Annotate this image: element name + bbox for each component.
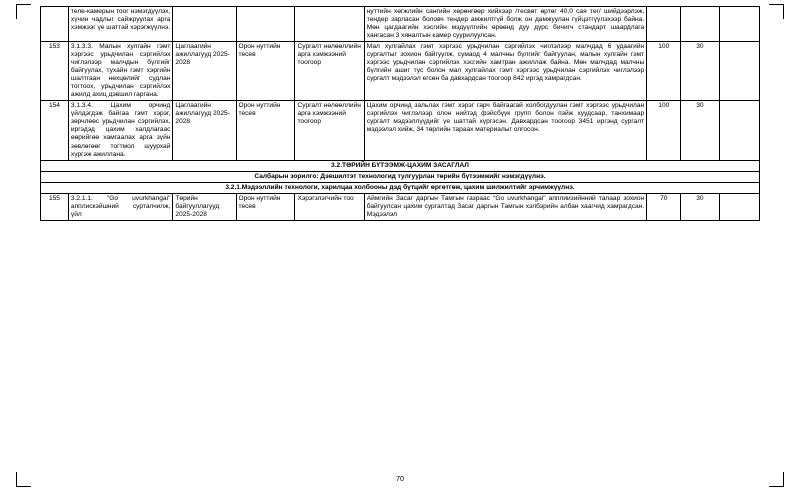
timeline-cell: Төрийн байгууллагууд 2025-2028 (173, 193, 236, 220)
measure-description: теле-камерын тоог нэмэгдүүлэх, хүчин чадлыг сайжруулах арга хэмжээг үе шаттай хэрэгжүүлнэ. (68, 7, 172, 42)
row-number (41, 7, 69, 42)
percent-cell: 100 (647, 101, 681, 160)
score-cell: 30 (681, 42, 719, 101)
progress-cell: Аймгийн Засаг даргын Тамгын газраас "Go uvurkhangai" апплиизийнний талаар зохион байгуулсан цахим сургалтад Засаг даргын Тамгын хэлбэрийн албан хаагчид хамрагдсан. Мэдээлэл (364, 193, 646, 220)
measure-description: 3.1.3.4. Цахим орчинд үйлдэгдэж байгаа гэмт хэрэг, зөрчлөөс урьдчилан сэргийлэх, иргэдэд цахим халдлагаас өөрийгөө хамгаалах арга зүйн зөвлөгөөг тогтмол шуурхай хүргэж ажиллана. (68, 101, 172, 160)
funding-cell: Орон нуттийн тесев (236, 193, 295, 220)
timeline-cell: Цаглаагийн ажиллагууд 2025-2028 (173, 42, 236, 101)
section-goal (41, 171, 760, 182)
table-row (41, 101, 760, 160)
table-row (41, 193, 760, 220)
row-number: 154 (41, 101, 69, 160)
indicator-cell: Хэрэгзлэгчийн тоо (295, 193, 364, 220)
note-cell (719, 42, 759, 101)
table-row (41, 7, 760, 42)
subsection-title: 3.2.1.Мэдээллийн технологи, харилцаа холбооны дэд бүтцийг өргөтгөж, цахим шилжилтийг эрчимжүүлнэ. (41, 182, 760, 193)
funding-cell: Орон нуттийн тесев (236, 42, 295, 101)
progress-cell: Мал хулгайлах гэмт хэргээс урьдчилан сэргийлэх чиглэлээр малчдад 6 удаагийн сургалтыг зохион байгуулж, сумаод 4 малчны бүлгийг байгуулан, малын хулгайн гэмт хэргээс урьдчилан сэргийлэх хэсгийн хамтран ажиллаж байна. Мөн малчдад малчны бүлгийн ашиг тус болон мал хулгайлах гэмт хэргээс урьдчилан сэргийлэх чиглэлээр сургалт мэдээлэл егсөн ба давхардсан тоогоор 842 иргэд хамрагдсан. (364, 42, 646, 101)
row-number: 155 (41, 193, 69, 220)
report-table (40, 6, 760, 221)
score-cell (681, 7, 719, 42)
percent-cell (647, 7, 681, 42)
timeline-cell (173, 7, 236, 42)
section-title-row (41, 160, 760, 171)
measure-description: 3.2.1.1. "Go uvurkhangai" апплискэйшний сурталчилж, үйл (68, 193, 172, 220)
section-goal-row (41, 171, 760, 182)
crop-mark-top-right (769, 4, 784, 19)
row-number: 153 (41, 42, 69, 101)
progress-cell: Цахим орчинд зальлах гэмт хэрэг гарч байгаагай холбогдуулан гэмт хэргээс урьдчилан сэргийлэх чиглэлээр олон нийтэд фэйсбүүк групп болон пэйж хуудсаар, танхимаар сургалт мэдээллүүдийг үе шаттай хүргэсэн. Давхардсан тоогоор 3451 иргэнд сургалт мэдээлэл хийж, 34 төрлийн тараах материалыг олгосон. (364, 101, 646, 160)
indicator-cell (295, 7, 364, 42)
measure-description: 3.1.3.3. Малын хулгайн гэмт хэргээс урьдчилан сэргийлэх чиглэлээр малчдын бүлгийг байгуулах, тухайн гэмт хэргийн шалтгаан нөхцөлийг судлан тогтоох, урьдчилан сэргийлэх ажилд ахиц дэвшил гаргана. (68, 42, 172, 101)
percent-cell: 70 (647, 193, 681, 220)
page-number: 70 (396, 476, 404, 483)
funding-cell (236, 7, 295, 42)
subsection-row (41, 182, 760, 193)
indicator-cell: Сургалт нөлөөллийн арга хэмжээний тоогоор (295, 42, 364, 101)
percent-cell: 100 (647, 42, 681, 101)
indicator-cell: Сургалт нөлөөллийн арга хэмжээний тоогоор (295, 101, 364, 160)
note-cell (719, 193, 759, 220)
score-cell: 30 (681, 101, 719, 160)
score-cell: 30 (681, 193, 719, 220)
goal-label: Салбарын зорилго: (254, 172, 319, 180)
funding-cell: Орон нуттийн тесев (236, 101, 295, 160)
table-row (41, 42, 760, 101)
goal-text: Дэвшилтэт технологид тулгуурлан төрийн бүтээмжийг нэмэгдүүлнэ. (320, 172, 546, 180)
note-cell (719, 101, 759, 160)
progress-cell: нуттийн хөгжлийн сангийн хөрөнгөөр хийхээр /тесвөт өртөг 40,0 сая тег/ шийдээрлэж, тендер зарласан боловч тендер амжилтгүй болж он дамжуулан гүйцэтгүүлэхээр байна. Мөн цагдаагийн хэсгийн мэдүүлгийн өрөөнд дуу дүрс бичигч стандарт шаардлага хангасан 3 хяналтын камер суурилуулсан. (364, 7, 646, 42)
section-title: 3.2.ТӨРИЙН БҮТЭЭМЖ-ЦАХИМ ЗАСАГЛАЛ (41, 160, 760, 171)
timeline-cell: Цаглаагийн ажиллагууд 2025-2028 (173, 101, 236, 160)
crop-mark-top-left (16, 4, 31, 19)
note-cell (719, 7, 759, 42)
